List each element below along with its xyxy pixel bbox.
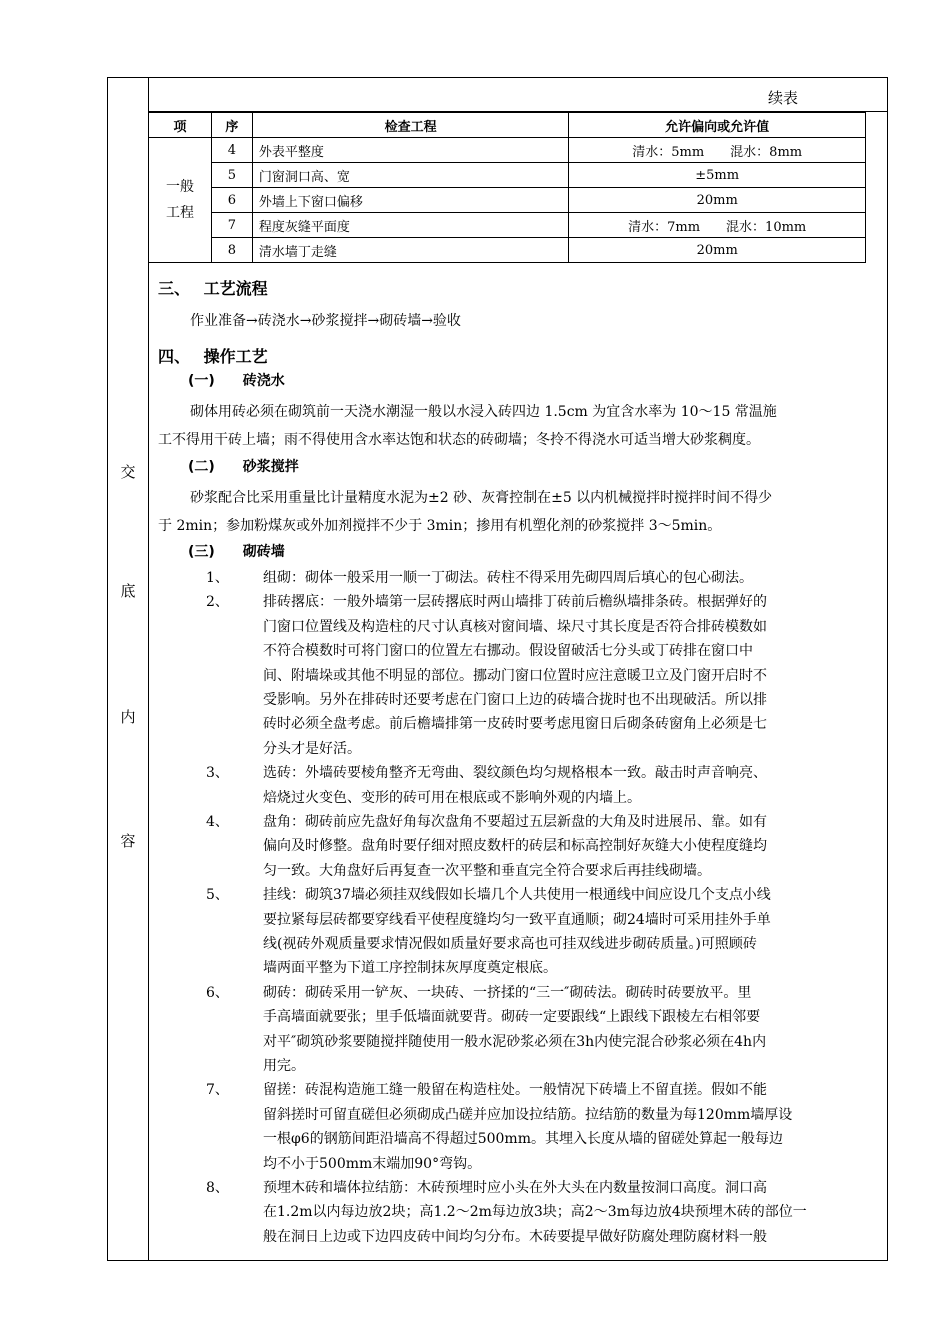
item-line: 分头才是好活。 bbox=[263, 740, 361, 757]
header-cell: 检查工程 bbox=[252, 113, 569, 138]
group-label: 一般 bbox=[165, 179, 194, 195]
row-value: 20mm bbox=[569, 188, 866, 213]
continuation-row bbox=[149, 78, 887, 112]
item-line: 排砖撂底：一般外墙第一层砖撂底时两山墙排丁砖前后檐纵墙排条砖。根据弹好的 bbox=[263, 594, 767, 611]
table-row bbox=[149, 213, 866, 238]
row-value: ±5mm bbox=[569, 163, 866, 188]
continuation-label: 续表 bbox=[768, 89, 799, 107]
side-label-char: 内 bbox=[120, 708, 136, 726]
item-number: 2、 bbox=[206, 594, 229, 611]
header-cell: 允许偏向或允许值 bbox=[569, 113, 866, 138]
item-line: 留搓：砖混构造施工缝一般留在构造柱处。一般情况下砖墙上不留直搓。假如不能 bbox=[263, 1082, 767, 1099]
item-line: 匀一致。大角盘好后再复查一次平整和垂直完全符合要求后再挂线砌墙。 bbox=[263, 862, 711, 879]
item-number: 3、 bbox=[206, 765, 229, 782]
item-line: 选砖：外墙砖要棱角整齐无弯曲、裂纹颜色均匀规格根本一致。敲击时声音响亮、 bbox=[263, 765, 767, 782]
header-cell: 项 bbox=[149, 113, 212, 138]
item-line: 盘角：砌砖前应先盘好角每次盘角不要超过五层新盘的大角及时进展吊、靠。如有 bbox=[263, 814, 767, 830]
item-line: 砌砖：砌砖采用一铲灰、一块砖、一挤揉的“三一″砌砖法。砌砖时砖要放平。里 bbox=[263, 984, 752, 1001]
row-number: 4 bbox=[211, 138, 252, 163]
item-number: 7、 bbox=[206, 1082, 229, 1099]
row-number: 8 bbox=[211, 238, 252, 263]
item-number: 4、 bbox=[206, 814, 229, 830]
group-cell bbox=[149, 138, 212, 263]
row-item: 外表平整度 bbox=[252, 138, 569, 163]
item-line: 不符合模数时可将门窗口的位置左右挪动。假设留破活七分头或丁砖排在窗口中 bbox=[263, 643, 753, 660]
item-line: 预埋木砖和墙体拉结筋：木砖预埋时应小头在外大头在内数量按洞口高度。洞口高 bbox=[263, 1180, 767, 1196]
row-value: 20mm bbox=[569, 238, 866, 263]
side-label-char: 容 bbox=[120, 832, 136, 850]
item-line: 手高墙面就要张；里手低墙面就要背。砌砖一定要跟线“上跟线下跟棱左右相邻要 bbox=[263, 1009, 761, 1026]
row-value: 清水：7mm 混水：10mm bbox=[569, 213, 866, 238]
check-table bbox=[148, 112, 866, 263]
side-label-char: 交 bbox=[120, 463, 136, 481]
table-row bbox=[149, 238, 866, 263]
sub3-title: (三) 砌砖墙 bbox=[188, 544, 285, 560]
group-label: 工程 bbox=[165, 205, 194, 221]
item-line: 偏向及时修整。盘角时要仔细对照皮数杆的砖层和标高控制好灰缝大小使程度缝均 bbox=[263, 838, 767, 855]
table-row bbox=[149, 163, 866, 188]
item-line: 一根φ6的钢筋间距沿墙高不得超过500mm。其埋入长度从墙的留磋处算起一般每边 bbox=[263, 1131, 783, 1148]
item-line: 砖时必须全盘考虑。前后檐墙排第一皮砖时要考虑甩窗日后砌条砖窗角上必须是七 bbox=[263, 716, 767, 733]
section4-title: 四、 操作工艺 bbox=[158, 347, 268, 366]
process-flow: 作业准备→砖浇水→砂浆搅拌→砌砖墙→验收 bbox=[190, 313, 461, 329]
item-line: 线(视砖外观质量要求情况假如质量好要求高也可挂双线进步砌砖质量。)可照顾砖 bbox=[263, 936, 757, 952]
item-line: 间、附墙垛或其他不明显的部位。挪动门窗口位置时应注意暖卫立及门窗开启时不 bbox=[263, 667, 767, 684]
paragraph-line: 砂浆配合比采用重量比计量精度水泥为±2 砂、灰膏控制在±5 以内机械搅拌时搅拌时间不得少 bbox=[190, 490, 773, 506]
item-line: 焙烧过火变色、变形的砖可用在根底或不影响外观的内墙上。 bbox=[263, 789, 641, 806]
table-row bbox=[149, 138, 866, 163]
paragraph-line: 砌体用砖必须在砌筑前一天浇水潮湿一般以水浸入砖四边 1.5cm 为宜含水率为 10～15 常温施 bbox=[190, 404, 777, 420]
item-line: 留斜搓时可留直磋但必须砌成凸磋并应加设拉结筋。拉结筋的数量为每120mm墙厚设 bbox=[263, 1106, 793, 1123]
row-value: 清水：5mm 混水：8mm bbox=[569, 138, 866, 163]
item-line: 用完。 bbox=[263, 1058, 305, 1074]
item-line: 均不小于500mm末端加90°弯钩。 bbox=[263, 1155, 482, 1172]
side-label-char: 底 bbox=[120, 582, 136, 600]
row-item: 程度灰缝平面度 bbox=[252, 213, 569, 238]
item-number: 5、 bbox=[206, 887, 229, 904]
row-number: 7 bbox=[211, 213, 252, 238]
row-number: 6 bbox=[211, 188, 252, 213]
sub2-title: (二) 砂浆搅拌 bbox=[188, 459, 299, 475]
row-item: 外墙上下窗口偏移 bbox=[252, 188, 569, 213]
paragraph-line: 于 2min；参加粉煤灰或外加剂搅拌不少于 3min；掺用有机塑化剂的砂浆搅拌 3～5min。 bbox=[158, 518, 722, 534]
item-line: 在1.2m以内每边放2块；高1.2～2m每边放3块；高2～3m每边放4块预埋木砖的部位一 bbox=[263, 1204, 807, 1221]
section3-title: 三、 工艺流程 bbox=[158, 279, 268, 298]
sub1-title: (一) 砖浇水 bbox=[188, 373, 285, 389]
item-number: 8、 bbox=[206, 1180, 229, 1196]
paragraph-line: 工不得用干砖上墙；雨不得使用含水率达饱和状态的砖砌墙；冬拎不得浇水可适当增大砂浆稠度。 bbox=[158, 432, 760, 448]
side-label-column bbox=[108, 78, 149, 1260]
item-number: 6、 bbox=[206, 984, 229, 1001]
item-line: 门窗口位置线及构造柱的尺寸认真核对窗间墙、垛尺寸其长度是否符合排砖模数如 bbox=[263, 618, 767, 635]
item-line: 般在洞日上边或下边四皮砖中间均匀分布。木砖要提早做好防腐处理防腐材料一般 bbox=[263, 1228, 767, 1245]
row-item: 清水墙丁走缝 bbox=[252, 238, 569, 263]
table-row bbox=[149, 188, 866, 213]
item-line: 要拉紧每层砖都要穿线看平使程度缝均匀一致平直通顺；砌24墙时可采用挂外手单 bbox=[263, 911, 771, 928]
table-header-row bbox=[149, 113, 866, 138]
item-line: 墙两面平整为下道工序控制抹灰厚度奠定根底。 bbox=[263, 960, 557, 977]
item-line: 对平″砌筑砂浆要随搅拌随使用一般水泥砂浆必须在3h内使完混合砂浆必须在4h内 bbox=[263, 1033, 767, 1050]
item-number: 1、 bbox=[206, 570, 229, 586]
item-line: 组砌：砌体一般采用一顺一丁砌法。砖柱不得采用先砌四周后填心的包心砌法。 bbox=[263, 570, 753, 586]
row-item: 门窗洞口高、宽 bbox=[252, 163, 569, 188]
row-number: 5 bbox=[211, 163, 252, 188]
item-line: 受影响。另外在排砖时还要考虑在门窗口上边的砖墙合拢时也不出现破活。所以排 bbox=[263, 692, 767, 708]
header-cell: 序 bbox=[211, 113, 252, 138]
item-line: 挂线：砌筑37墙必须挂双线假如长墙几个人共使用一根通线中间应设几个支点小线 bbox=[263, 887, 771, 904]
